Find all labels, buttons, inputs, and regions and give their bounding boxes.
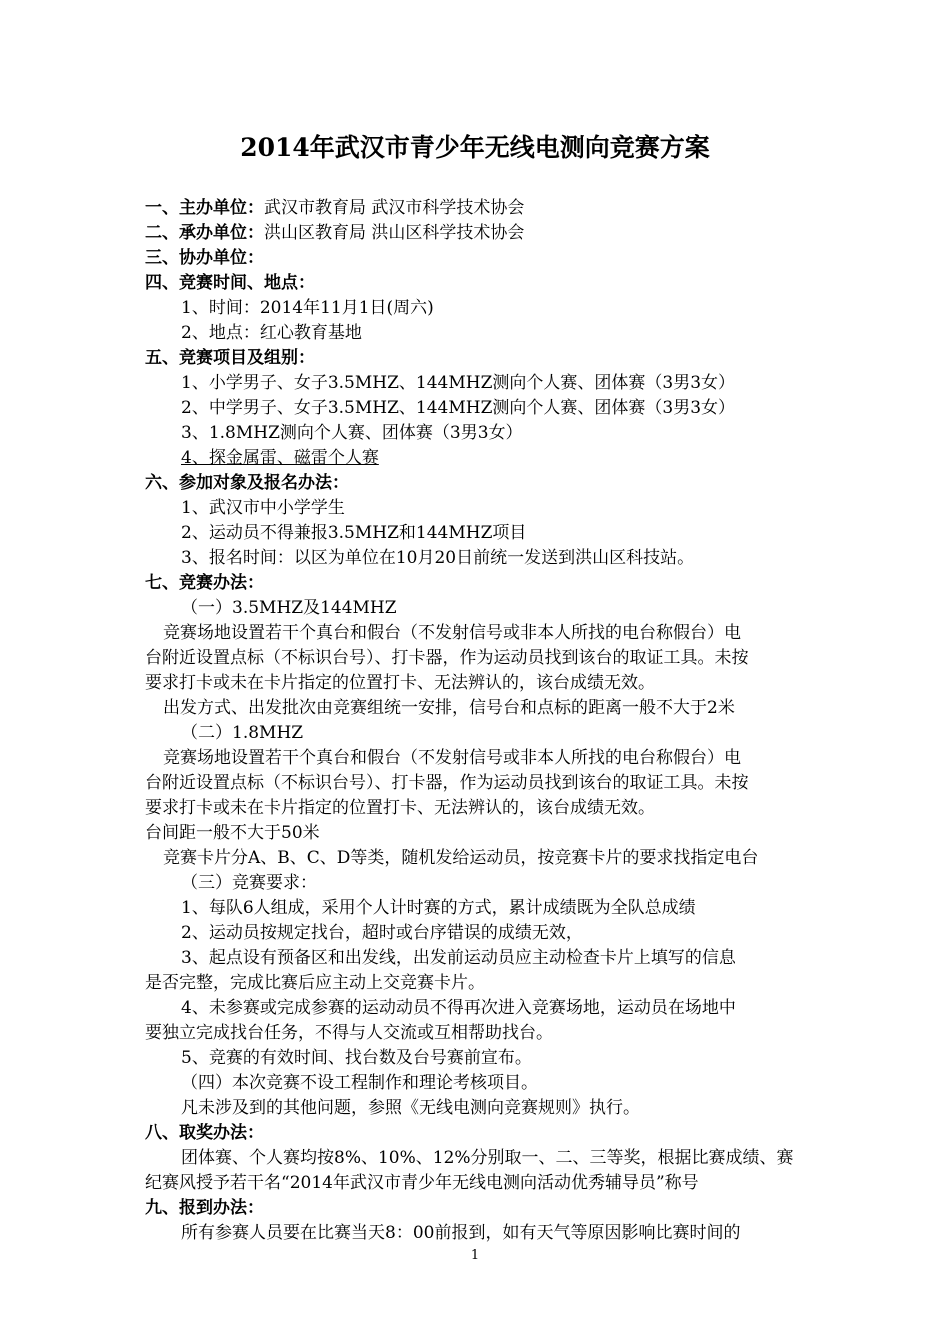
section-7-line: 3、起点设有预备区和出发线，出发前运动员应主动检查卡片上填写的信息 — [181, 948, 736, 968]
section-3-heading: 三、协办单位： — [145, 248, 264, 268]
section-7-line: （二）1.8MHZ — [181, 723, 304, 743]
section-7-line: 要求打卡或未在卡片指定的位置打卡、无法辨认的，该台成绩无效。 — [145, 673, 655, 693]
section-2-heading — [145, 221, 524, 246]
section-7-line: 4、未参赛或完成参赛的运动动员不得再次进入竞赛场地，运动员在场地中 — [181, 998, 736, 1018]
section-7-line: （三）竞赛要求： — [181, 873, 317, 893]
section-7-line: 竞赛场地设置若干个真台和假台（不发射信号或非本人所找的电台称假台）电 — [163, 748, 741, 768]
section-4-item: 1、时间：2014年11月1日(周六) — [181, 298, 434, 318]
section-8-line: 团体赛、个人赛均按8%、10%、12%分别取一、二、三等奖，根据比赛成绩、赛 — [181, 1148, 794, 1168]
section-1-label: 一、主办单位： — [145, 198, 264, 218]
section-1-heading — [145, 196, 524, 221]
section-7-heading: 七、竞赛办法： — [145, 573, 264, 593]
section-6-item: 1、武汉市中小学学生 — [181, 498, 345, 518]
section-7-line: 2、运动员按规定找台，超时或台序错误的成绩无效， — [181, 923, 583, 943]
section-7-line: 出发方式、出发批次由竞赛组统一安排，信号台和点标的距离一般不大于2米 — [163, 698, 735, 718]
section-6-heading: 六、参加对象及报名办法： — [145, 473, 349, 493]
section-9-line: 所有参赛人员要在比赛当天8：00前报到，如有天气等原因影响比赛时间的 — [181, 1223, 741, 1243]
section-8-line: 纪赛风授予若干名“2014年武汉市青少年无线电测向活动优秀辅导员”称号 — [145, 1173, 699, 1193]
section-6-item: 2、运动员不得兼报3.5MHZ和144MHZ项目 — [181, 523, 527, 543]
section-4-item: 2、地点：红心教育基地 — [181, 323, 362, 343]
section-1-value: 武汉市教育局 武汉市科学技术协会 — [264, 198, 525, 218]
section-7-line: 台间距一般不大于50米 — [145, 823, 320, 843]
section-5-item: 1、小学男子、女子3.5MHZ、144MHZ测向个人赛、团体赛（3男3女） — [181, 373, 736, 393]
page-number: 1 — [470, 1248, 480, 1263]
section-7-line: 凡未涉及到的其他问题，参照《无线电测向竞赛规则》执行。 — [181, 1098, 640, 1118]
section-7-line: 台附近设置点标（不标识台号）、打卡器，作为运动员找到该台的取证工具。未按 — [145, 648, 749, 668]
section-7-line: 1、每队6人组成，采用个人计时赛的方式，累计成绩既为全队总成绩 — [181, 898, 696, 918]
section-6-item: 3、报名时间：以区为单位在10月20日前统一发送到洪山区科技站。 — [181, 548, 695, 568]
section-7-line: 竞赛场地设置若干个真台和假台（不发射信号或非本人所找的电台称假台）电 — [163, 623, 741, 643]
section-2-value: 洪山区教育局 洪山区科学技术协会 — [264, 223, 525, 243]
section-7-line: 要独立完成找台任务，不得与人交流或互相帮助找台。 — [145, 1023, 553, 1043]
document-title: 2014年武汉市青少年无线电测向竞赛方案 — [240, 133, 710, 162]
section-7-line: （一）3.5MHZ及144MHZ — [181, 598, 397, 618]
section-7-line: 竞赛卡片分A、B、C、D等类，随机发给运动员，按竞赛卡片的要求找指定电台 — [163, 848, 759, 868]
section-7-line: 是否完整，完成比赛后应主动上交竞赛卡片。 — [145, 973, 485, 993]
section-4-heading: 四、竞赛时间、地点： — [145, 273, 315, 293]
section-8-heading: 八、取奖办法： — [145, 1123, 264, 1143]
section-7-line: 5、竞赛的有效时间、找台数及台号赛前宣布。 — [181, 1048, 532, 1068]
section-5-item: 3、1.8MHZ测向个人赛、团体赛（3男3女） — [181, 423, 523, 443]
section-2-label: 二、承办单位： — [145, 223, 264, 243]
section-7-line: 台附近设置点标（不标识台号）、打卡器，作为运动员找到该台的取证工具。未按 — [145, 773, 749, 793]
section-9-heading: 九、报到办法： — [145, 1198, 264, 1218]
section-5-item: 2、中学男子、女子3.5MHZ、144MHZ测向个人赛、团体赛（3男3女） — [181, 398, 736, 418]
section-7-line: 要求打卡或未在卡片指定的位置打卡、无法辨认的，该台成绩无效。 — [145, 798, 655, 818]
section-7-line: （四）本次竞赛不设工程制作和理论考核项目。 — [181, 1073, 538, 1093]
section-5-item: 4、探金属雷、磁雷个人赛 — [181, 448, 379, 468]
section-5-heading: 五、竞赛项目及组别： — [145, 348, 315, 368]
